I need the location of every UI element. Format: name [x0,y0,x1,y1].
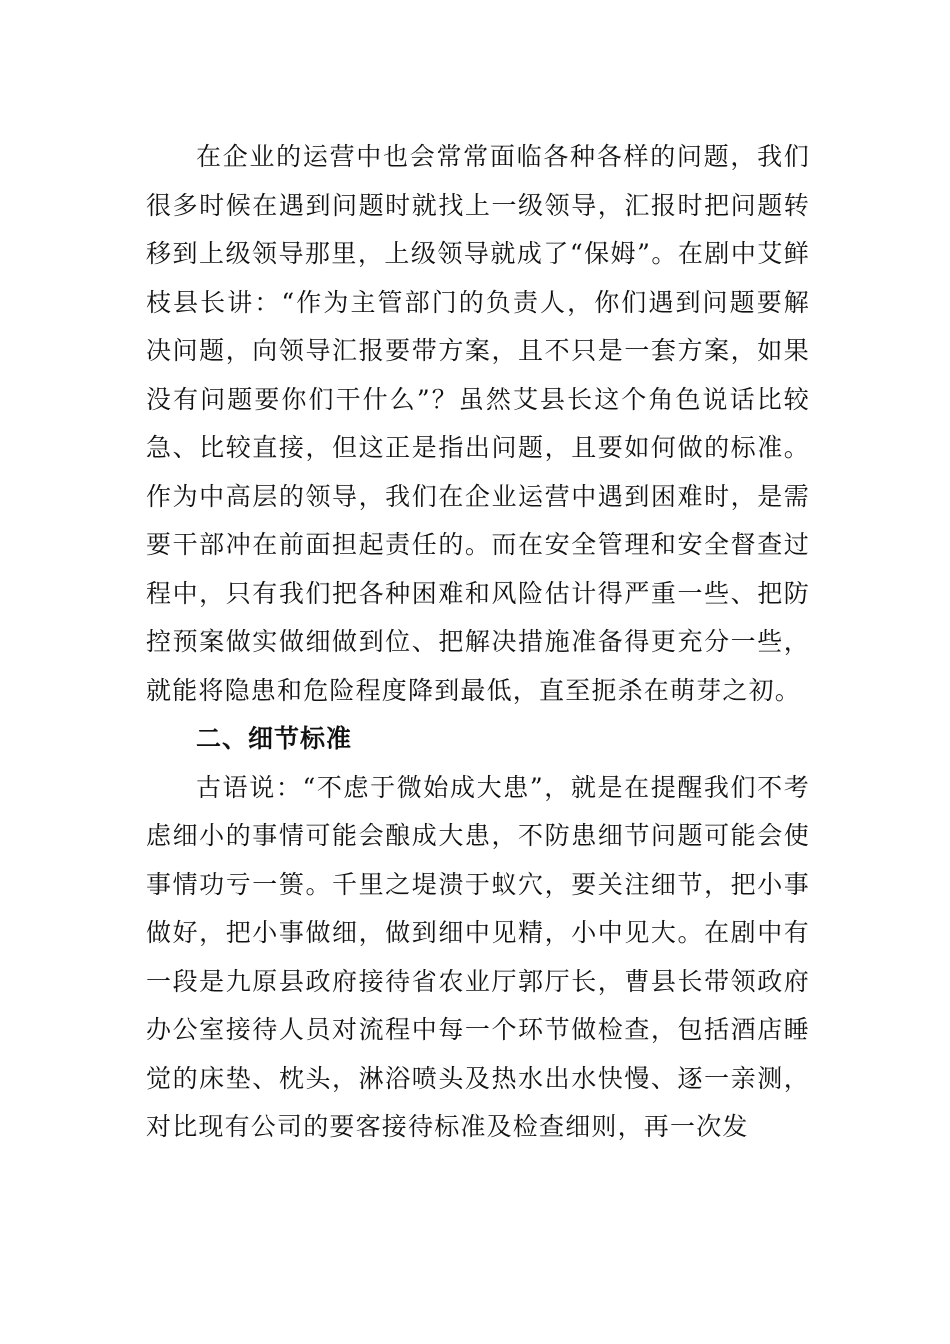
paragraph-detail-standard: 古语说：“不虑于微始成大患”，就是在提醒我们不考虑细小的事情可能会酿成大患，不防患细节问题可能会使事情功亏一篑。千里之堤溃于蚁穴，要关注细节，把小事做好，把小事做细，做到细中见精，小中见大。在剧中有一段是九原县政府接待省农业厅郭厅长，曹县长带领政府办公室接待人员对流程中每一个环节做检查，包括酒店睡觉的床垫、枕头，淋浴喷头及热水出水快慢、逐一亲测，对比现有公司的要客接待标准及检查细则，再一次发 [146,772,810,1141]
paragraph-responsibility: 在企业的运营中也会常常面临各种各样的问题，我们很多时候在遇到问题时就找上一级领导，汇报时把问题转移到上级领导那里，上级领导就成了“保姆”。在剧中艾鲜枝县长讲：“作为主管部门的负责人，你们遇到问题要解决问题，向领导汇报要带方案，且不只是一套方案，如果没有问题要你们干什么”？虽然艾县长这个角色说话比较急、比较直接，但这正是指出问题，且要如何做的标准。作为中高层的领导，我们在企业运营中遇到困难时，是需要干部冲在前面担起责任的。而在安全管理和安全督查过程中，只有我们把各种困难和风险估计得严重一些、把防控预案做实做细做到位、把解决措施准备得更充分一些，就能将隐患和危险程度降到最低，直至扼杀在萌芽之初。 [146,142,810,705]
section-heading-detail-standard: 二、细节标准 [196,724,353,753]
document-body [146,133,810,1152]
